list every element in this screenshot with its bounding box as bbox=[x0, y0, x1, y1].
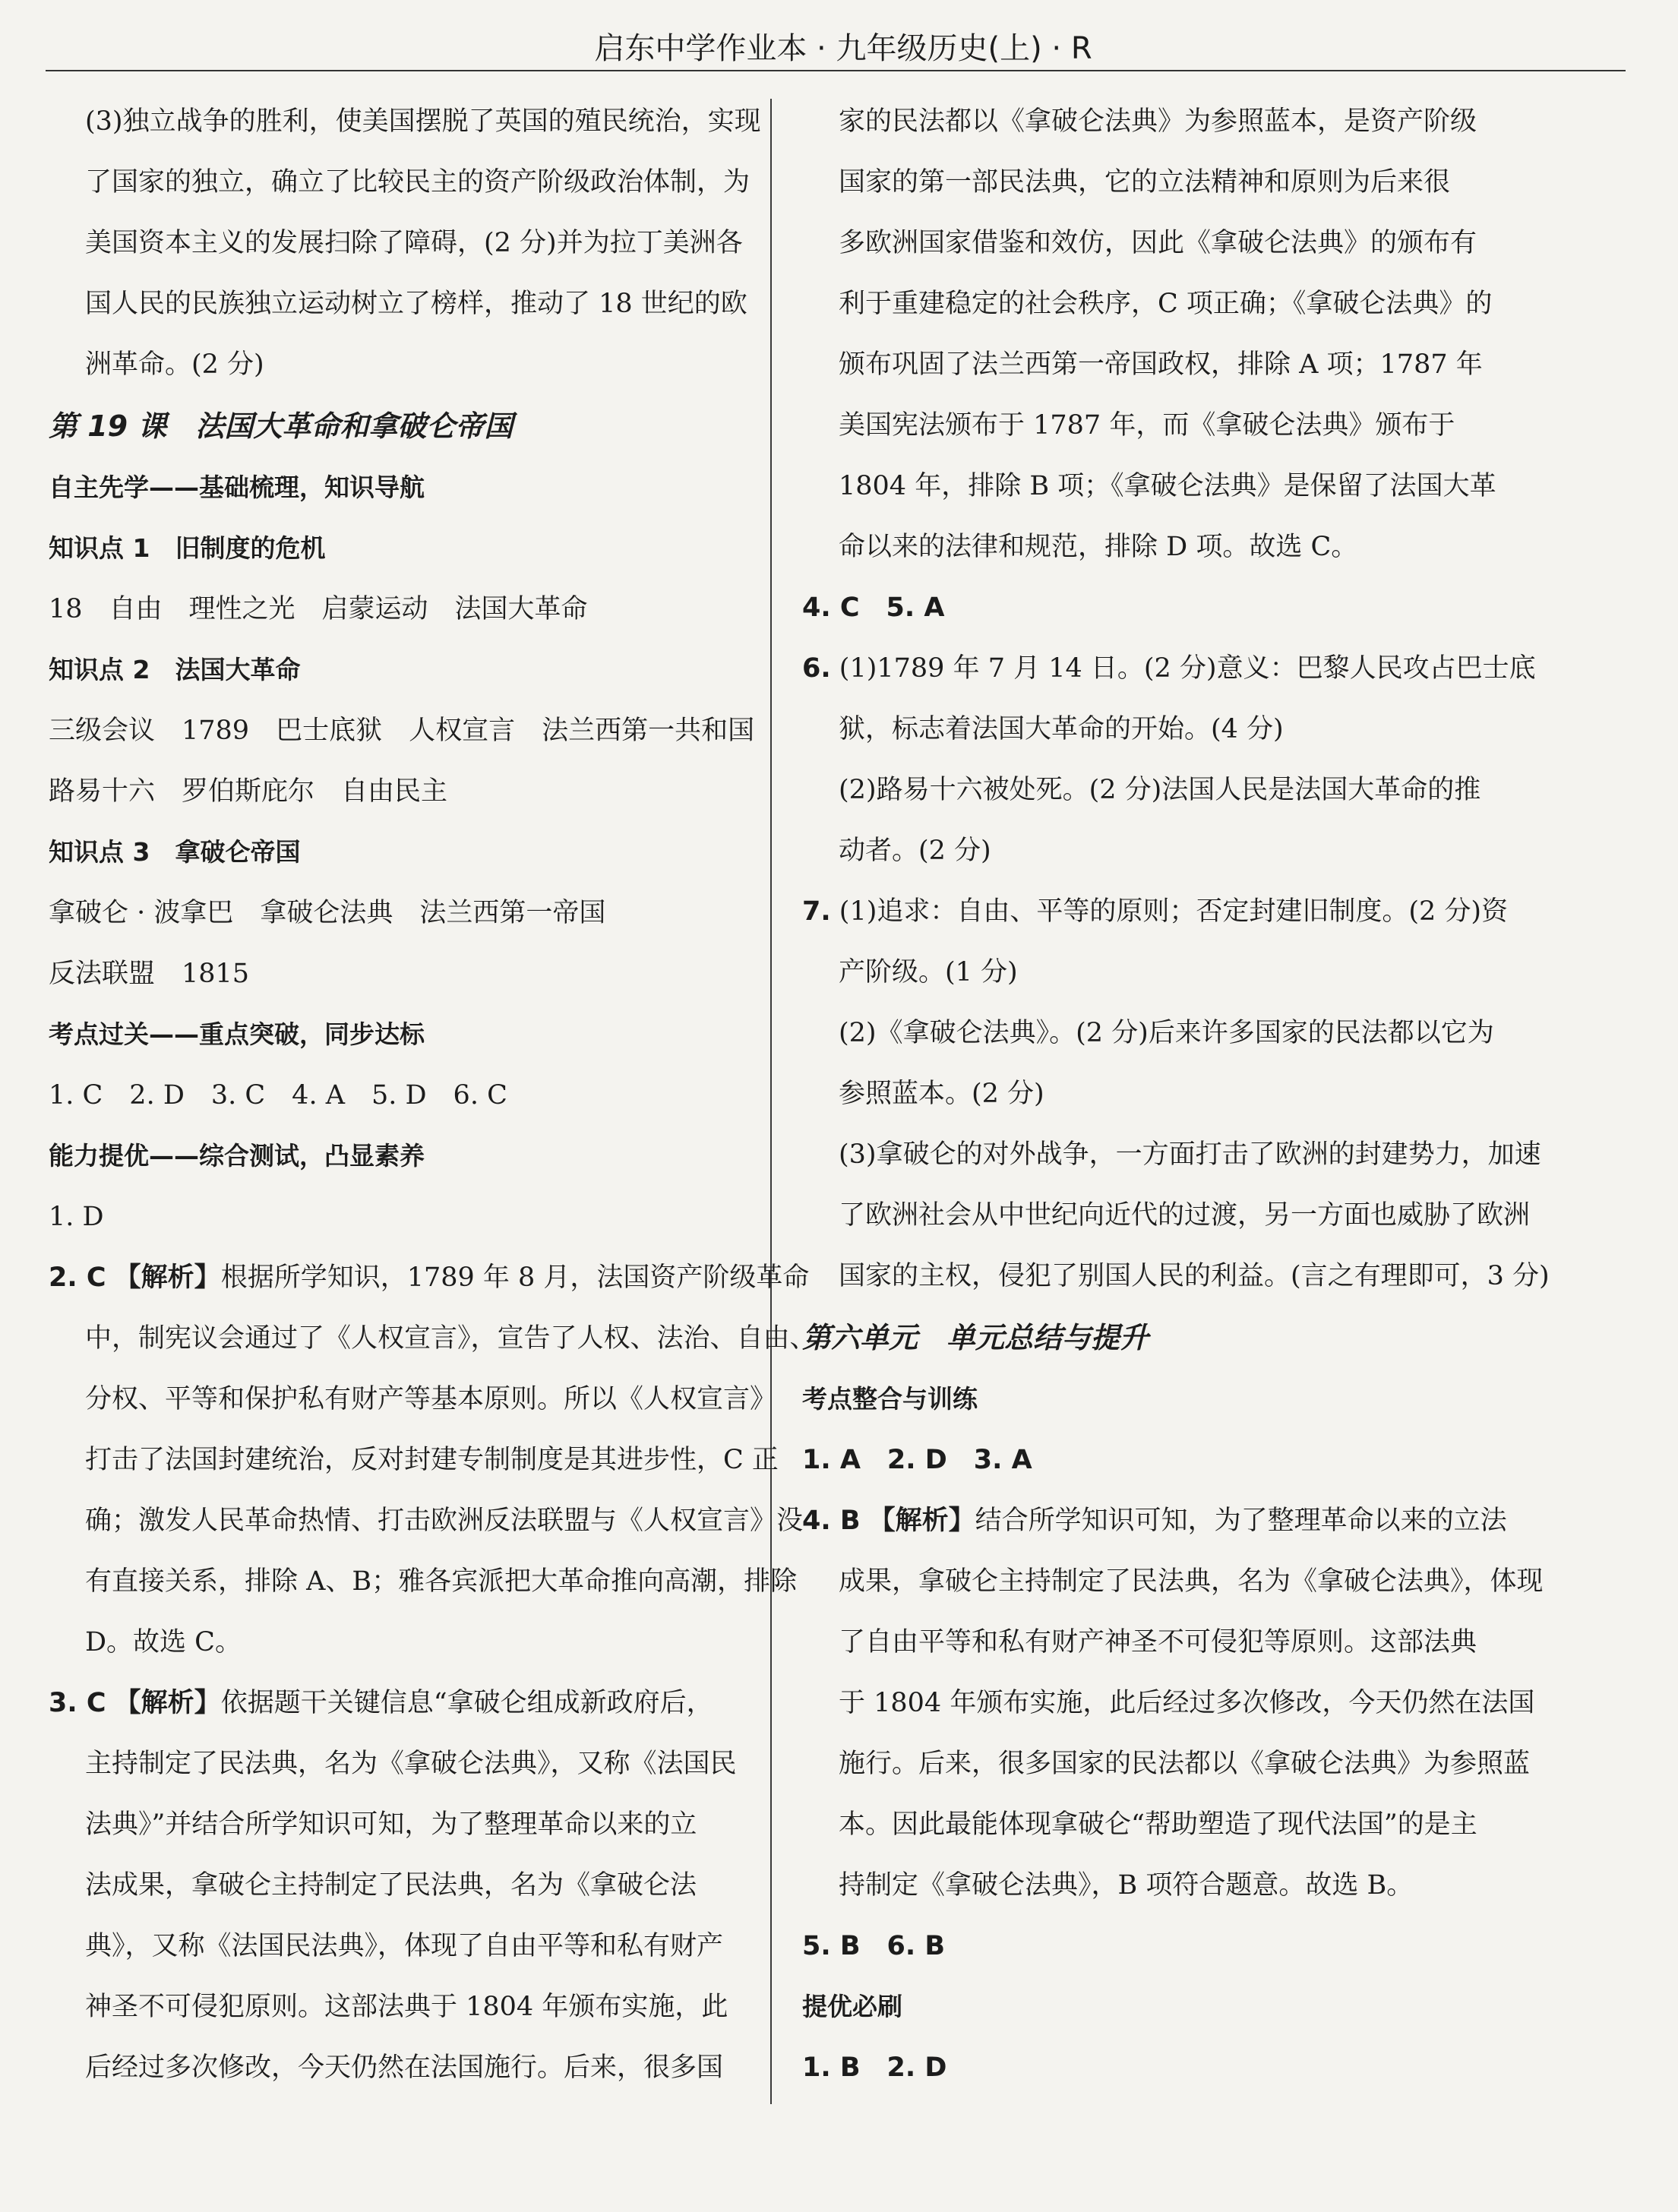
q7-line: 了欧洲社会从中世纪向近代的过渡，另一方面也威胁了欧洲 bbox=[839, 1200, 1531, 1231]
page-header: 启东中学作业本 · 九年级历史(上) · R bbox=[594, 31, 1092, 66]
exam-heading: 考点过关——重点突破，同步达标 bbox=[49, 1019, 425, 1049]
q4-line: 成果，拿破仑主持制定了民法典，名为《拿破仑法典》，体现 bbox=[839, 1566, 1544, 1597]
exam-answers: 1. C 2. D 3. C 4. A 5. D 6. C bbox=[49, 1080, 507, 1111]
intro-line: 国人民的民族独立运动树立了榜样，推动了 18 世纪的欧 bbox=[85, 289, 747, 319]
kp2-answers: 三级会议 1789 巴士底狱 人权宣言 法兰西第一共和国 bbox=[49, 716, 755, 746]
q2-line: 有直接关系，排除 A、B；雅各宾派把大革命推向高潮，排除 bbox=[85, 1566, 798, 1597]
column-divider bbox=[770, 99, 772, 2104]
q7-line: (2)《拿破仑法典》。(2 分)后来许多国家的民法都以它为 bbox=[839, 1018, 1494, 1048]
q2-number: 2. C bbox=[49, 1262, 106, 1293]
intro-line: 美国资本主义的发展扫除了障碍，(2 分)并为拉丁美洲各 bbox=[85, 228, 743, 258]
right-column bbox=[802, 91, 1550, 2098]
q4-line: 本。因此最能体现拿破仑“帮助塑造了现代法国”的是主 bbox=[839, 1809, 1477, 1840]
integration-heading: 考点整合与训练 bbox=[802, 1384, 978, 1414]
q2-line: 打击了法国封建统治，反对封建专制制度是其进步性，C 正 bbox=[85, 1445, 779, 1475]
q3-line: 典》，又称《法国民法典》，体现了自由平等和私有财产 bbox=[85, 1931, 724, 1961]
intro-line: 洲革命。(2 分) bbox=[85, 349, 264, 380]
q5-q6-answers: 5. B 6. B bbox=[802, 1931, 946, 1961]
q6-text: (1)1789 年 7 月 14 日。(2 分)意义：巴黎人民攻占巴士底 bbox=[839, 653, 1536, 684]
q2-line: 分权、平等和保护私有财产等基本原则。所以《人权宣言》 bbox=[85, 1384, 777, 1414]
q4-number: 4. B bbox=[802, 1506, 861, 1536]
q4-line: 了自由平等和私有财产神圣不可侵犯等原则。这部法典 bbox=[839, 1627, 1477, 1657]
q4-analysis-tag: 【解析】 bbox=[868, 1506, 975, 1536]
q4-first-line bbox=[802, 1490, 1520, 1551]
kp2-heading: 知识点 2 法国大革命 bbox=[49, 655, 301, 684]
kp3-heading: 知识点 3 拿破仑帝国 bbox=[49, 837, 301, 867]
q7-number: 7. bbox=[802, 896, 831, 927]
q2-analysis-tag: 【解析】 bbox=[114, 1262, 221, 1293]
q6-line: 动者。(2 分) bbox=[839, 836, 991, 866]
left-column bbox=[49, 91, 817, 2098]
q6-line: 狱，标志着法国大革命的开始。(4 分) bbox=[839, 714, 1284, 744]
q7-line: 产阶级。(1 分) bbox=[839, 957, 1018, 988]
q3-continued-line: 命以来的法律和规范，排除 D 项。故选 C。 bbox=[839, 532, 1358, 562]
q3-continued-line: 多欧洲国家借鉴和效仿，因此《拿破仑法典》的颁布有 bbox=[839, 228, 1477, 258]
kp1-answers: 18 自由 理性之光 启蒙运动 法国大革命 bbox=[49, 594, 588, 624]
kp3-answers: 反法联盟 1815 bbox=[49, 959, 250, 989]
q4-line: 于 1804 年颁布实施，此后经过多次修改，今天仍然在法国 bbox=[839, 1688, 1535, 1718]
q7-line: 参照蓝本。(2 分) bbox=[839, 1079, 1044, 1109]
improve-answers: 1. B 2. D bbox=[802, 2052, 947, 2083]
ability-heading: 能力提优——综合测试，凸显素养 bbox=[49, 1141, 425, 1171]
self-study-heading: 自主先学——基础梳理，知识导航 bbox=[49, 472, 425, 502]
q2-first-line bbox=[49, 1247, 810, 1308]
q3-continued-line: 1804 年，排除 B 项；《拿破仑法典》是保留了法国大革 bbox=[839, 471, 1496, 501]
q3-continued-line: 颁布巩固了法兰西第一帝国政权，排除 A 项；1787 年 bbox=[839, 349, 1483, 380]
q3-line: 后经过多次修改，今天仍然在法国施行。后来，很多国 bbox=[85, 2052, 724, 2083]
q6-line: (2)路易十六被处死。(2 分)法国人民是法国大革命的推 bbox=[839, 775, 1481, 805]
q4-line: 施行。后来，很多国家的民法都以《拿破仑法典》为参照蓝 bbox=[839, 1749, 1531, 1779]
q4-q5-answers: 4. C 5. A bbox=[802, 592, 945, 623]
q7-line: (3)拿破仑的对外战争，一方面打击了欧洲的封建势力，加速 bbox=[839, 1139, 1541, 1170]
q3-continued-line: 利于重建稳定的社会秩序，C 项正确；《拿破仑法典》的 bbox=[839, 289, 1493, 319]
kp2-answers: 路易十六 罗伯斯庇尔 自由民主 bbox=[49, 776, 448, 807]
q6-first-line bbox=[802, 638, 1536, 699]
q3-continued-line: 家的民法都以《拿破仑法典》为参照蓝本，是资产阶级 bbox=[839, 106, 1477, 137]
q2-line: 中，制宪议会通过了《人权宣言》，宣告了人权、法治、自由、 bbox=[85, 1323, 817, 1354]
integration-answers: 1. A 2. D 3. A bbox=[802, 1445, 1032, 1475]
q6-number: 6. bbox=[802, 653, 831, 684]
q3-line: 主持制定了民法典，名为《拿破仑法典》，又称《法国民 bbox=[85, 1749, 737, 1779]
q3-line: 神圣不可侵犯原则。这部法典于 1804 年颁布实施，此 bbox=[85, 1992, 728, 2022]
q7-line: 国家的主权，侵犯了别国人民的利益。(言之有理即可，3 分) bbox=[839, 1261, 1550, 1291]
kp1-heading: 知识点 1 旧制度的危机 bbox=[49, 533, 326, 563]
q2-line: 确；激发人民革命热情、打击欧洲反法联盟与《人权宣言》没 bbox=[85, 1506, 804, 1536]
q4-text: 结合所学知识可知，为了整理革命以来的立法 bbox=[975, 1506, 1507, 1536]
intro-line: 了国家的独立，确立了比较民主的资产阶级政治体制，为 bbox=[85, 167, 751, 198]
header-rule bbox=[46, 70, 1626, 71]
lesson-title: 第 19 课 法国大革命和拿破仑帝国 bbox=[49, 409, 514, 443]
q3-continued-line: 美国宪法颁布于 1787 年，而《拿破仑法典》颁布于 bbox=[839, 410, 1455, 441]
q3-continued-line: 国家的第一部民法典，它的立法精神和原则为后来很 bbox=[839, 167, 1451, 198]
intro-line: (3)独立战争的胜利，使美国摆脱了英国的殖民统治，实现 bbox=[85, 106, 761, 137]
q3-first-line bbox=[49, 1673, 759, 1733]
unit-title: 第六单元 单元总结与提升 bbox=[802, 1321, 1149, 1354]
q2-line: D。故选 C。 bbox=[85, 1627, 242, 1657]
q3-analysis-tag: 【解析】 bbox=[114, 1688, 221, 1718]
q3-line: 法成果，拿破仑主持制定了民法典，名为《拿破仑法 bbox=[85, 1870, 697, 1901]
q7-first-line bbox=[802, 881, 1520, 942]
ability-q1: 1. D bbox=[49, 1202, 104, 1232]
q3-line: 法典》”并结合所学知识可知，为了整理革命以来的立 bbox=[85, 1809, 697, 1840]
q3-text: 依据题干关键信息“拿破仑组成新政府后， bbox=[220, 1688, 713, 1718]
kp3-answers: 拿破仑 · 波拿巴 拿破仑法典 法兰西第一帝国 bbox=[49, 898, 606, 928]
q2-text: 根据所学知识，1789 年 8 月，法国资产阶级革命 bbox=[220, 1262, 810, 1293]
q3-number: 3. C bbox=[49, 1688, 106, 1718]
q7-text: (1)追求：自由、平等的原则；否定封建旧制度。(2 分)资 bbox=[839, 896, 1509, 927]
q4-line: 持制定《拿破仑法典》，B 项符合题意。故选 B。 bbox=[839, 1870, 1414, 1901]
improve-heading: 提优必刷 bbox=[802, 1992, 902, 2021]
